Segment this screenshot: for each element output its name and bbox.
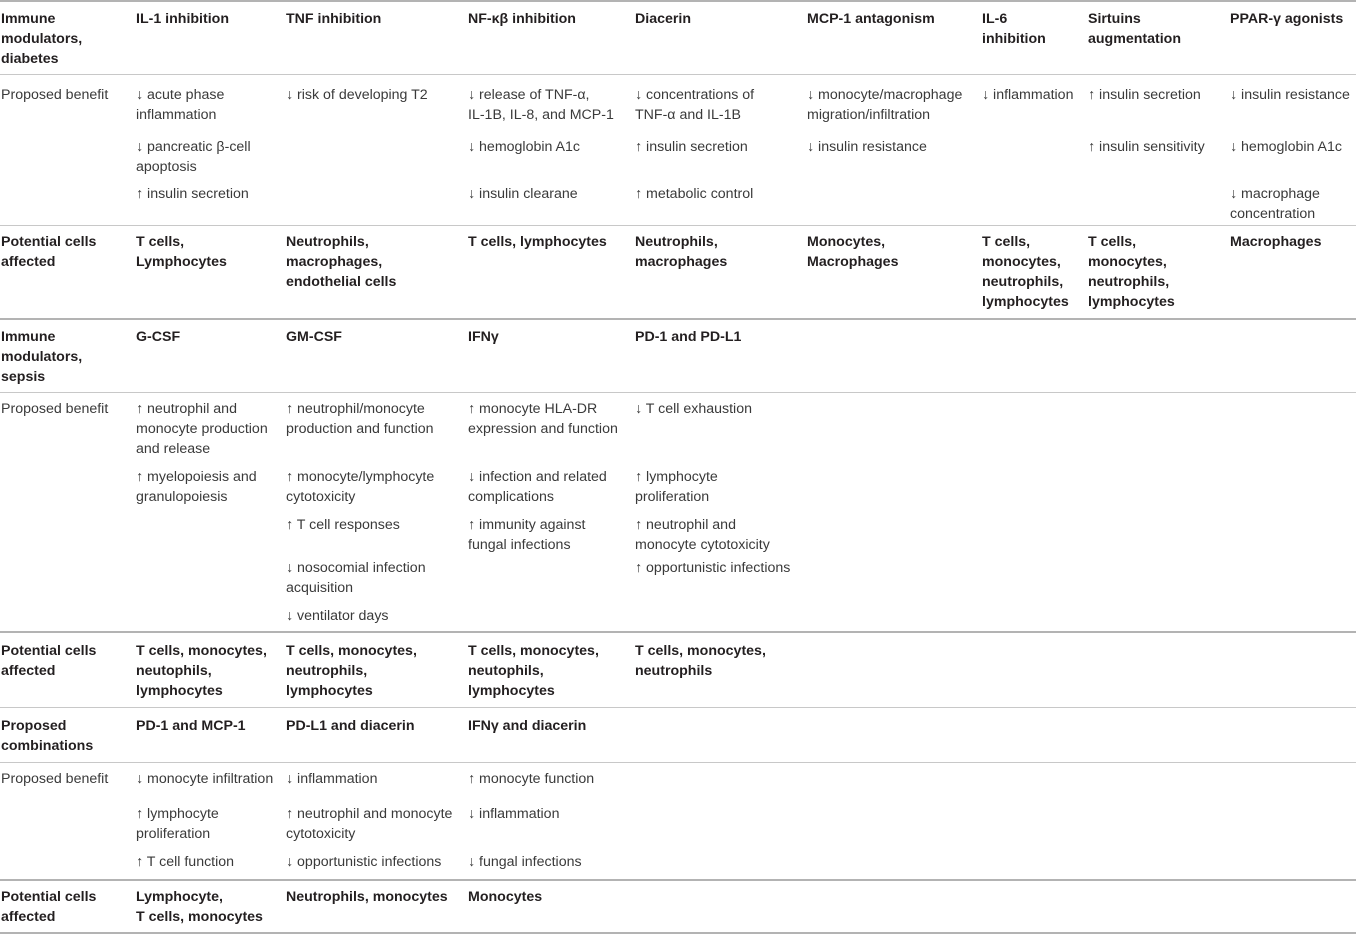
list-item: ↓ pancreatic β-cell [136,139,251,155]
list-item: proliferation [635,489,710,505]
list-item: ↓ monocyte/macrophage [807,87,963,103]
table-cell-text: monocytes, [982,254,1061,270]
row-label: Potential cells [1,234,97,250]
list-item: IL-1B, IL-8, and MCP-1 [468,107,614,123]
table-cell-text: Neutrophils, monocytes [286,889,448,905]
table-cell-text: monocytes, [1088,254,1167,270]
table-cell-text: Lymphocyte, [136,889,223,905]
list-item: granulopoiesis [136,489,228,505]
row-label: combinations [1,738,94,754]
list-item: ↓ acute phase [136,87,225,103]
row-label: affected [1,663,56,679]
table-rule [0,74,1356,75]
list-item: ↑ immunity against [468,517,586,533]
list-item: and release [136,441,211,457]
list-item: ↓ opportunistic infections [286,854,442,870]
list-item: ↓ insulin resistance [807,139,927,155]
table-cell-text: G-CSF [136,329,181,345]
table-cell-text: PPAR-γ agonists [1230,11,1344,27]
table-cell-text: inhibition [982,31,1046,47]
row-label: Proposed benefit [1,87,109,103]
row-label: diabetes [1,51,59,67]
list-item: ↓ hemoglobin A1c [1230,139,1342,155]
list-item: ↓ insulin resistance [1230,87,1350,103]
table-cell-text: neutrophils, [982,274,1064,290]
list-item: fungal infections [468,537,571,553]
list-item: ↑ insulin secretion [136,186,249,202]
row-label: affected [1,909,56,925]
table-rule [0,631,1356,633]
list-item: ↓ macrophage [1230,186,1320,202]
table-cell-text: PD-1 and MCP-1 [136,718,246,734]
list-item: ↑ T cell responses [286,517,400,533]
table-cell-text: GM-CSF [286,329,342,345]
table-cell-text: neutophils, [468,663,544,679]
table-cell-text: T cells, monocytes [136,909,263,925]
table-rule [0,762,1356,763]
table-cell-text: T cells, [136,234,185,250]
table-cell-text: augmentation [1088,31,1182,47]
table-cell-text: Neutrophils, [286,234,369,250]
list-item: acquisition [286,580,354,596]
table-cell-text: PD-L1 and diacerin [286,718,415,734]
table-cell-text: neutrophils, [286,663,368,679]
table-rule [0,879,1356,881]
table-rule [0,0,1356,2]
list-item: proliferation [136,826,211,842]
table-cell-text: T cells, [1088,234,1137,250]
list-item: ↑ insulin secretion [635,139,748,155]
list-item: ↓ inflammation [468,806,560,822]
table-cell-text: Macrophages [1230,234,1322,250]
table-cell-text: IFNγ [468,329,499,345]
table-cell-text: IFNγ and diacerin [468,718,587,734]
list-item: monocyte production [136,421,268,437]
table-cell-text: neutrophils [635,663,713,679]
list-item: ↑ T cell function [136,854,235,870]
list-item: apoptosis [136,159,197,175]
list-item: ↓ insulin clearane [468,186,578,202]
table-cell-text: T cells, [982,234,1031,250]
row-label: Potential cells [1,889,97,905]
table-cell-text: IL-6 [982,11,1008,27]
table-cell-text: neutrophils, [1088,274,1170,290]
list-item: ↓ fungal infections [468,854,582,870]
list-item: ↑ lymphocyte [136,806,219,822]
list-item: ↓ infection and related [468,469,607,485]
list-item: ↑ monocyte HLA-DR [468,401,598,417]
list-item: monocyte cytotoxicity [635,537,770,553]
list-item: migration/infiltration [807,107,931,123]
list-item: ↑ opportunistic infections [635,560,791,576]
table-rule [0,318,1356,320]
table-cell-text: lymphocytes [136,683,223,699]
table-cell-text: Diacerin [635,11,691,27]
row-label: modulators, [1,31,83,47]
table-cell-text: T cells, lymphocytes [468,234,607,250]
list-item: TNF-α and IL-1B [635,107,741,123]
row-label: Proposed benefit [1,401,109,417]
row-label: Potential cells [1,643,97,659]
list-item: ↑ monocyte/lymphocyte [286,469,435,485]
list-item: cytotoxicity [286,826,356,842]
table-cell-text: neutophils, [136,663,212,679]
list-item: ↑ insulin secretion [1088,87,1201,103]
table-rule [0,707,1356,708]
list-item: ↑ insulin sensitivity [1088,139,1205,155]
row-label: Proposed [1,718,67,734]
row-label: modulators, [1,349,83,365]
list-item: production and function [286,421,434,437]
table-cell-text: Lymphocytes [136,254,227,270]
table-cell-text: T cells, monocytes, [136,643,267,659]
list-item: ↑ neutrophil and [136,401,237,417]
row-label: affected [1,254,56,270]
row-label: sepsis [1,369,46,385]
list-item: ↓ inflammation [286,771,378,787]
list-item: ↓ concentrations of [635,87,755,103]
list-item: inflammation [136,107,217,123]
list-item: ↑ neutrophil and [635,517,736,533]
list-item: ↓ nosocomial infection [286,560,426,576]
list-item: ↓ release of TNF-α, [468,87,590,103]
list-item: ↓ monocyte infiltration [136,771,274,787]
table-cell-text: T cells, monocytes, [468,643,599,659]
table-cell-text: Neutrophils, [635,234,718,250]
table-cell-text: Monocytes [468,889,543,905]
table-cell-text: MCP-1 antagonism [807,11,935,27]
table-cell-text: Monocytes, [807,234,886,250]
list-item: ↑ monocyte function [468,771,595,787]
table-cell-text: macrophages, [286,254,383,270]
table-rule [0,392,1356,393]
list-item: ↑ neutrophil/monocyte [286,401,425,417]
table-cell-text: endothelial cells [286,274,397,290]
table-cell-text: lymphocytes [468,683,555,699]
list-item: ↓ risk of developing T2 [286,87,428,103]
list-item: ↓ inflammation [982,87,1074,103]
table-cell-text: lymphocytes [982,294,1069,310]
row-label: Immune [1,329,56,345]
table-cell-text: T cells, monocytes, [635,643,766,659]
list-item: expression and function [468,421,618,437]
row-label: Proposed benefit [1,771,109,787]
table-cell-text: IL-1 inhibition [136,11,229,27]
table-cell-text: PD-1 and PD-L1 [635,329,742,345]
table-rule [0,225,1356,226]
list-item: ↑ neutrophil and monocyte [286,806,453,822]
table-cell-text: T cells, monocytes, [286,643,417,659]
list-item: ↓ ventilator days [286,608,389,624]
table-cell-text: TNF inhibition [286,11,382,27]
table-cell-text: Macrophages [807,254,899,270]
table-cell-text: macrophages [635,254,728,270]
table-cell-text: NF-κβ inhibition [468,11,576,27]
table-cell-text: lymphocytes [286,683,373,699]
list-item: ↓ T cell exhaustion [635,401,752,417]
table-cell-text: Sirtuins [1088,11,1141,27]
table-cell-text: lymphocytes [1088,294,1175,310]
list-item: concentration [1230,206,1316,222]
list-item: ↑ myelopoiesis and [136,469,257,485]
list-item: cytotoxicity [286,489,356,505]
list-item: ↑ metabolic control [635,186,754,202]
list-item: ↓ hemoglobin A1c [468,139,580,155]
list-item: ↑ lymphocyte [635,469,718,485]
row-label: Immune [1,11,56,27]
list-item: complications [468,489,554,505]
